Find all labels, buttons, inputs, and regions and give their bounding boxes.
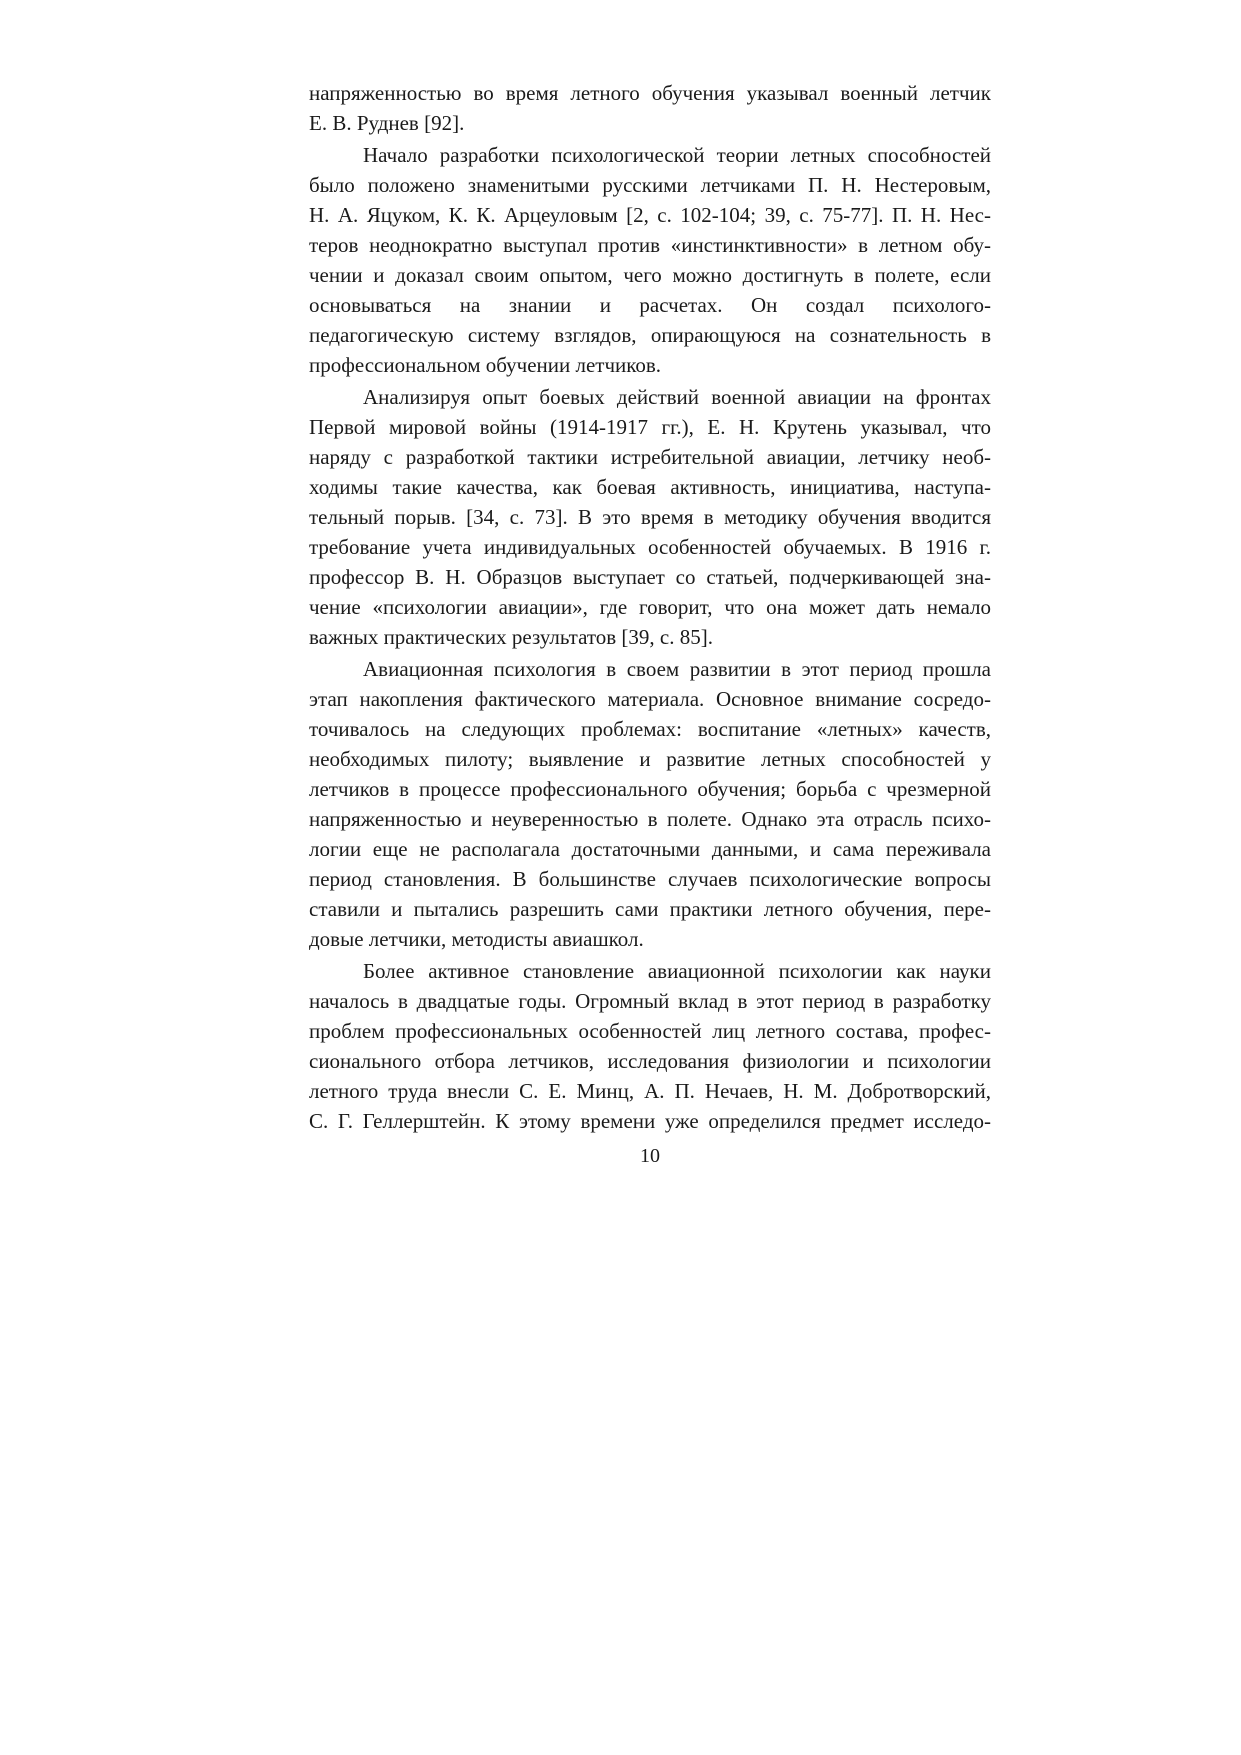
text-line: период становления. В большинстве случаев психологические вопросы — [309, 867, 991, 891]
text-line: С. Г. Геллерштейн. К этому времени уже определился предмет исследо- — [309, 1109, 991, 1133]
text-line: началось в двадцатые годы. Огромный вклад в этот период в разработку — [309, 989, 991, 1013]
text-line: сионального отбора летчиков, исследования физиологии и психологии — [309, 1049, 991, 1073]
text-line: логии еще не располагала достаточными данными, и сама переживала — [309, 837, 991, 861]
text-line: было положено знаменитыми русскими летчиками П. Н. Нестеровым, — [309, 173, 991, 197]
text-line: педагогическую систему взглядов, опирающуюся на сознательность в — [309, 323, 991, 347]
text-line: Авиационная психология в своем развитии в этот период прошла — [363, 657, 991, 681]
text-line: летного труда внесли С. Е. Минц, А. П. Нечаев, Н. М. Добротворский, — [309, 1079, 991, 1103]
text-line: важных практических результатов [39, с. 85]. — [309, 625, 713, 649]
text-line: Е. В. Руднев [92]. — [309, 111, 465, 135]
text-line: чении и доказал своим опытом, чего можно достигнуть в полете, если — [309, 263, 991, 287]
text-line: наряду с разработкой тактики истребительной авиации, летчику необ- — [309, 445, 991, 469]
paragraph — [309, 382, 991, 652]
text-line: этап накопления фактического материала. Основное внимание сосредо- — [309, 687, 991, 711]
paragraph — [309, 654, 991, 954]
text-line: точивалось на следующих проблемах: воспитание «летных» качеств, — [309, 717, 991, 741]
body-text — [309, 78, 991, 1136]
text-line: требование учета индивидуальных особенностей обучаемых. В 1916 г. — [309, 535, 991, 559]
text-line: Н. А. Яцуком, К. К. Арцеуловым [2, с. 102-104; 39, с. 75-77]. П. Н. Нес- — [309, 203, 991, 227]
text-line: ходимы такие качества, как боевая активность, инициатива, наступа- — [309, 475, 991, 499]
text-line: тельный порыв. [34, с. 73]. В это время в методику обучения вводится — [309, 505, 991, 529]
paragraph — [309, 140, 991, 380]
text-line: необходимых пилоту; выявление и развитие летных способностей у — [309, 747, 991, 771]
text-line: Начало разработки психологической теории летных способностей — [363, 143, 991, 167]
text-line: напряженностью во время летного обучения указывал военный летчик — [309, 81, 991, 105]
text-line: теров неоднократно выступал против «инстинктивности» в летном обу- — [309, 233, 991, 257]
text-line: проблем профессиональных особенностей лиц летного состава, профес- — [309, 1019, 991, 1043]
text-line: Первой мировой войны (1914-1917 гг.), Е. Н. Крутень указывал, что — [309, 415, 991, 439]
text-line: чение «психологии авиации», где говорит, что она может дать немало — [309, 595, 991, 619]
text-line: основываться на знании и расчетах. Он создал психолого- — [309, 293, 991, 317]
text-line: летчиков в процессе профессионального обучения; борьба с чрезмерной — [309, 777, 991, 801]
text-line: Более активное становление авиационной психологии как науки — [363, 959, 991, 983]
paragraph — [309, 956, 991, 1136]
page-number: 10 — [640, 1145, 660, 1167]
text-line: Анализируя опыт боевых действий военной авиации на фронтах — [363, 385, 991, 409]
text-line: довые летчики, методисты авиашкол. — [309, 927, 644, 951]
text-line: профессиональном обучении летчиков. — [309, 353, 662, 377]
text-line: профессор В. Н. Образцов выступает со статьей, подчеркивающей зна- — [309, 565, 991, 589]
document-page — [309, 78, 991, 1167]
text-line: ставили и пытались разрешить сами практики летного обучения, пере- — [309, 897, 991, 921]
paragraph — [309, 78, 991, 138]
text-line: напряженностью и неуверенностью в полете. Однако эта отрасль психо- — [309, 807, 991, 831]
